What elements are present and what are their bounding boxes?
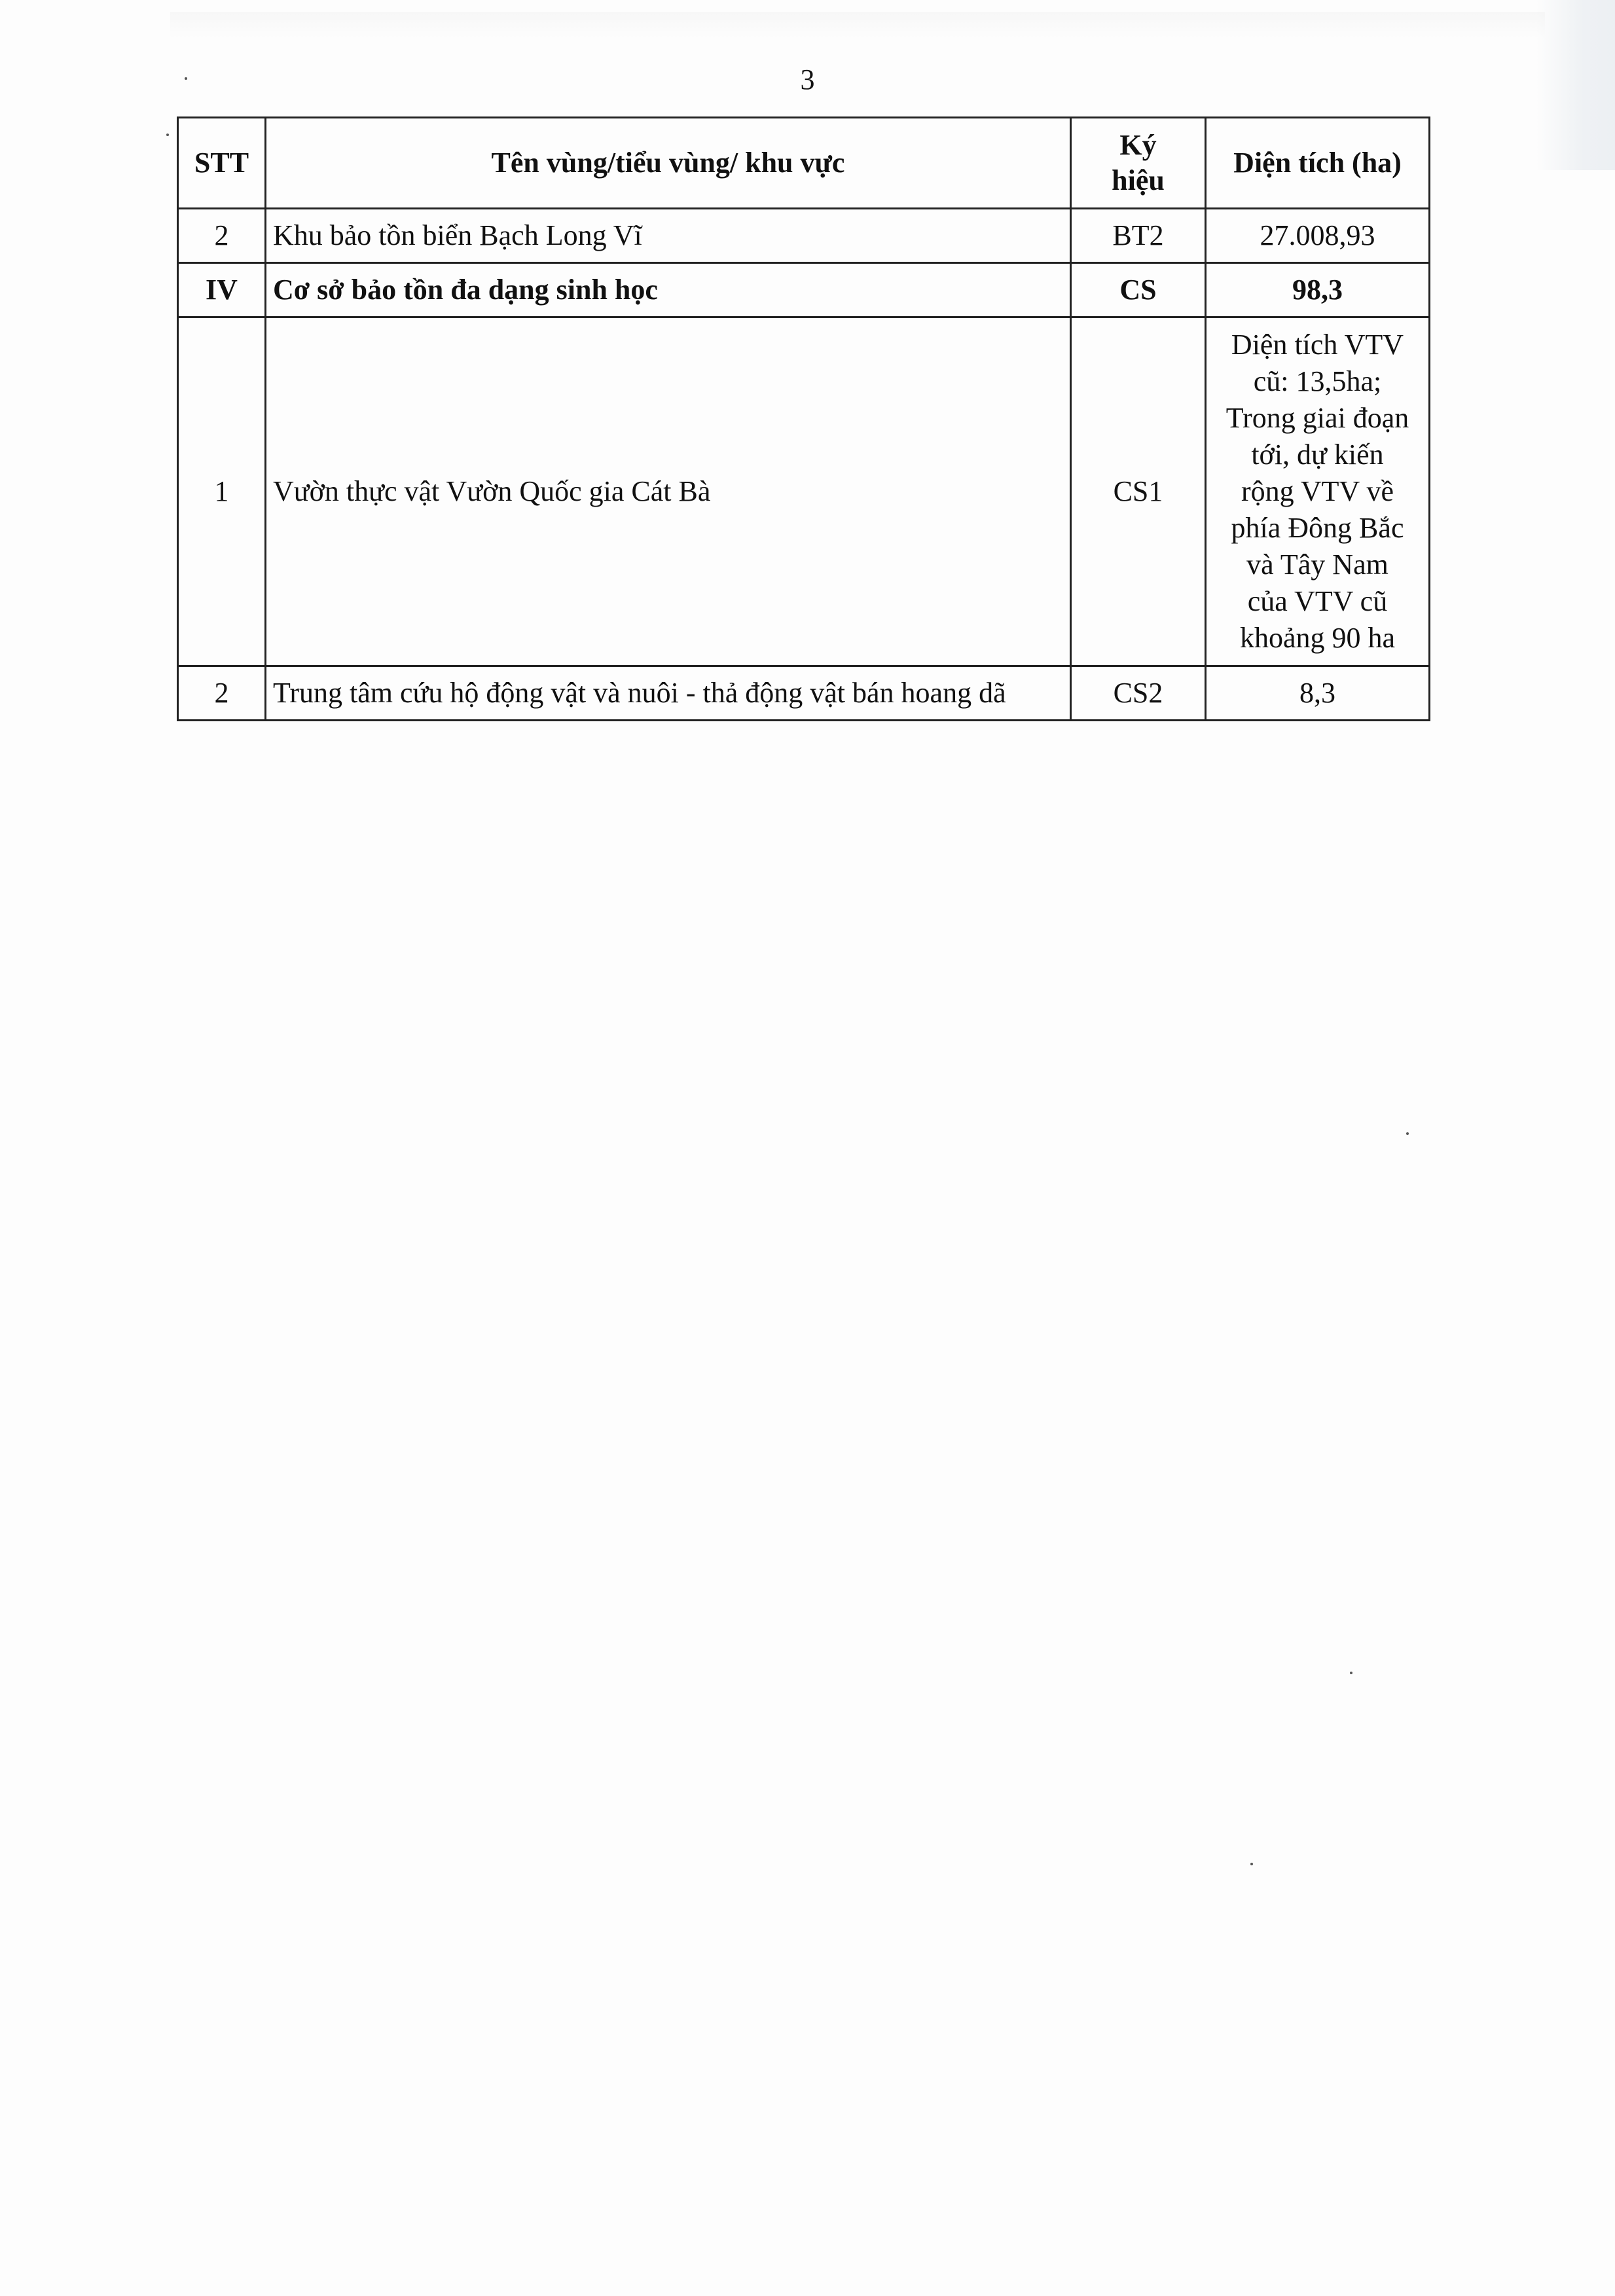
cell-stt: IV bbox=[178, 263, 266, 317]
header-name: Tên vùng/tiểu vùng/ khu vực bbox=[266, 118, 1071, 209]
conservation-area-table bbox=[177, 117, 1430, 721]
cell-area: 8,3 bbox=[1206, 666, 1430, 721]
area-note-line: Diện tích VTV bbox=[1231, 329, 1404, 361]
cell-area: 98,3 bbox=[1206, 263, 1430, 317]
cell-name: Khu bảo tồn biển Bạch Long Vĩ bbox=[266, 209, 1071, 263]
header-area: Diện tích (ha) bbox=[1206, 118, 1430, 209]
area-note-line: rộng VTV về bbox=[1241, 475, 1394, 507]
area-note-line: khoảng 90 ha bbox=[1239, 622, 1396, 654]
area-note-line: tới, dự kiến bbox=[1251, 439, 1384, 471]
cell-area: 27.008,93 bbox=[1206, 209, 1430, 263]
area-note-line: cũ: 13,5ha; bbox=[1253, 365, 1382, 397]
scan-speck bbox=[1350, 1672, 1352, 1674]
table-row bbox=[178, 666, 1430, 721]
scan-speck bbox=[1406, 1132, 1409, 1135]
cell-area bbox=[1206, 317, 1430, 666]
area-note-line: phía Đông Bắc bbox=[1231, 512, 1404, 544]
area-note-line: của VTV cũ bbox=[1247, 585, 1388, 617]
cell-name: Cơ sở bảo tồn đa dạng sinh học bbox=[266, 263, 1071, 317]
cell-stt: 1 bbox=[178, 317, 266, 666]
area-note-line: và Tây Nam bbox=[1246, 548, 1388, 581]
scan-speck bbox=[1250, 1863, 1253, 1865]
page-number: 3 bbox=[800, 63, 815, 96]
scan-top-shadow bbox=[170, 12, 1545, 38]
header-code-line: Ký bbox=[1119, 129, 1157, 161]
cell-code: CS2 bbox=[1071, 666, 1206, 721]
cell-name: Vườn thực vật Vườn Quốc gia Cát Bà bbox=[266, 317, 1071, 666]
header-code bbox=[1071, 118, 1206, 209]
scan-speck bbox=[166, 134, 169, 136]
header-code-line: hiệu bbox=[1112, 164, 1165, 196]
cell-name: Trung tâm cứu hộ động vật và nuôi - thả động vật bán hoang dã bbox=[266, 666, 1071, 721]
table-row bbox=[178, 317, 1430, 666]
table-section-row bbox=[178, 263, 1430, 317]
cell-code: CS1 bbox=[1071, 317, 1206, 666]
cell-code: CS bbox=[1071, 263, 1206, 317]
area-note-line: Trong giai đoạn bbox=[1225, 402, 1409, 434]
header-stt: STT bbox=[178, 118, 266, 209]
table-row bbox=[178, 209, 1430, 263]
cell-code: BT2 bbox=[1071, 209, 1206, 263]
cell-stt: 2 bbox=[178, 666, 266, 721]
table-header-row bbox=[178, 118, 1430, 209]
cell-stt: 2 bbox=[178, 209, 266, 263]
